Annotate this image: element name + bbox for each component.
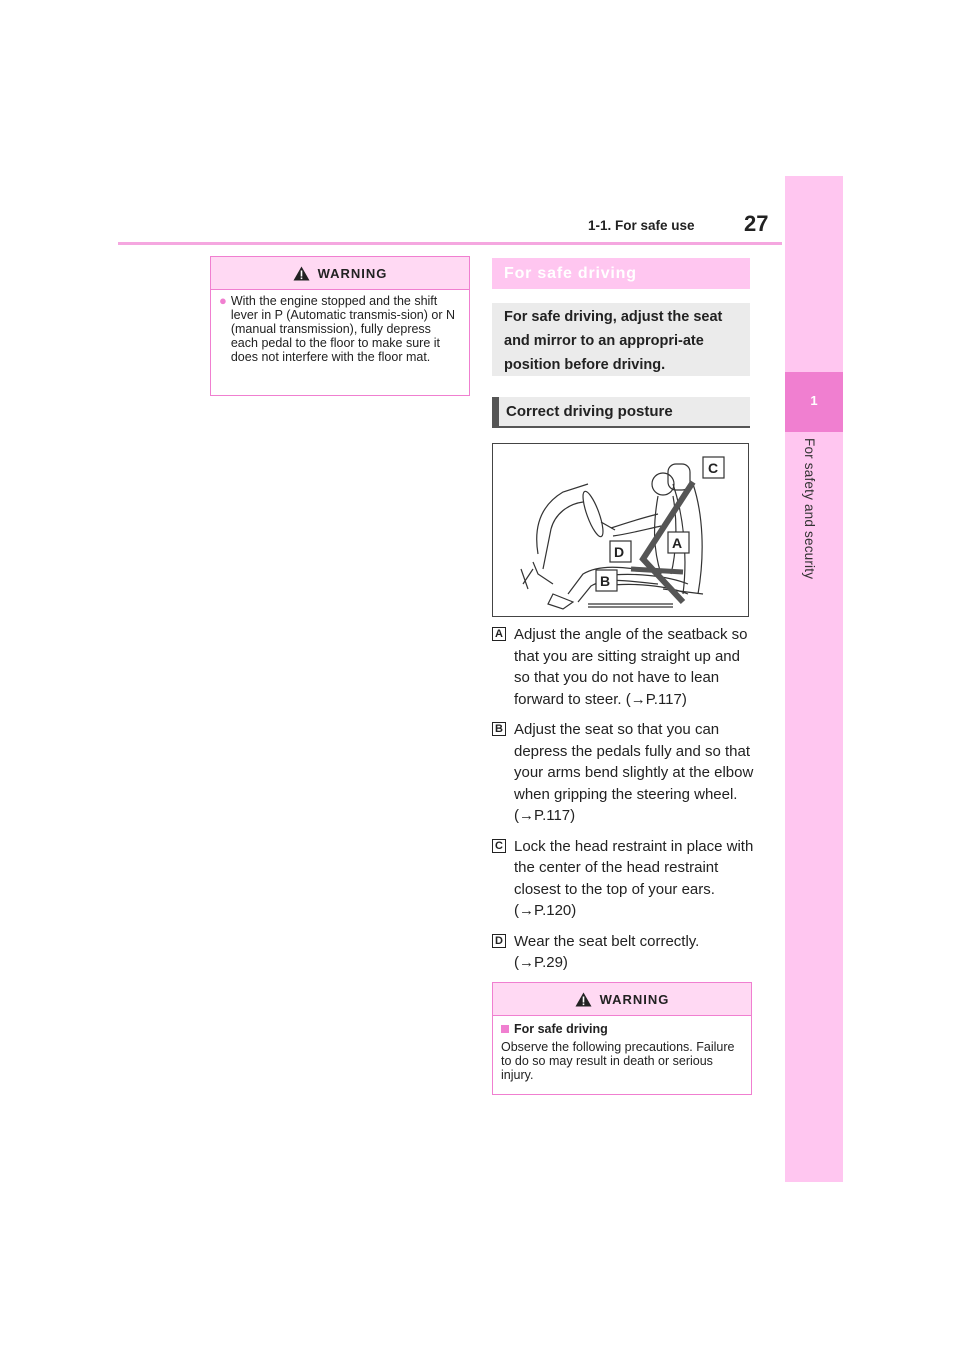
step-text: Adjust the angle of the seatback so that you are sitting straight up and so that you do not have to lean forward to steer. (→P.117) — [514, 626, 748, 708]
side-tab — [785, 176, 843, 1182]
warning-body — [211, 290, 469, 372]
step-text: Adjust the seat so that you can depress the pedals fully and so that your arms bend slightly at the elbow when gripping the steering wheel. (→P.117) — [514, 721, 754, 824]
steps-list — [492, 624, 754, 983]
illustration-label-a: A — [672, 535, 683, 551]
warning-header — [493, 983, 751, 1016]
warning-text: Observe the following precautions. Failure to do so may result in death or serious injury. — [501, 1040, 735, 1082]
warning-title: WARNING — [599, 991, 670, 1007]
warning-title: WARNING — [317, 265, 388, 281]
step-text: Wear the seat belt correctly. (→P.29) — [514, 932, 700, 971]
warning-text: With the engine stopped and the shift lever in P (Automatic transmis-sion) or N (manual transmission), fully depress each pedal to the floor to make sure it does not interfere with the floor mat. — [230, 294, 455, 364]
warning-header — [211, 257, 469, 290]
warning-subtitle: For safe driving — [514, 1022, 608, 1036]
warning-icon — [575, 992, 592, 1007]
side-tab-number: 1 — [810, 393, 818, 408]
driving-posture-illustration — [492, 443, 749, 617]
page-number: 27 — [744, 211, 769, 236]
section-title: For safe driving — [504, 264, 637, 282]
subsection-title: Correct driving posture — [506, 403, 673, 420]
list-item — [492, 719, 754, 827]
step-text: Lock the head restraint in place with the center of the head restraint closest to the top of your ears. (→P.120) — [514, 837, 754, 919]
header-rule — [118, 242, 782, 245]
subsection-heading — [492, 397, 750, 428]
illustration-label-d: D — [614, 544, 625, 560]
step-badge: B — [492, 722, 506, 736]
list-item — [492, 624, 754, 710]
step-badge: D — [492, 934, 506, 948]
step-badge: C — [492, 839, 506, 853]
section-heading — [492, 258, 750, 289]
side-tab-label: For safety and security — [802, 438, 817, 580]
square-bullet-icon — [501, 1025, 509, 1033]
step-badge: A — [492, 627, 506, 641]
chapter-title: 1-1. For safe use — [588, 218, 695, 233]
warning-box-right — [492, 982, 752, 1095]
bullet-icon: ● — [219, 293, 227, 308]
illustration-label-b: B — [600, 573, 611, 589]
intro-box — [492, 303, 750, 376]
intro-text: For safe driving, adjust the seat and mirror to an appropri-ate position before driving. — [504, 309, 723, 373]
list-item — [492, 931, 754, 974]
list-item — [492, 836, 754, 922]
illustration-label-c: C — [708, 460, 719, 476]
warning-box-left — [210, 256, 470, 396]
warning-icon — [293, 266, 310, 281]
warning-body — [493, 1016, 751, 1090]
driver-seat-drawing — [493, 444, 748, 616]
